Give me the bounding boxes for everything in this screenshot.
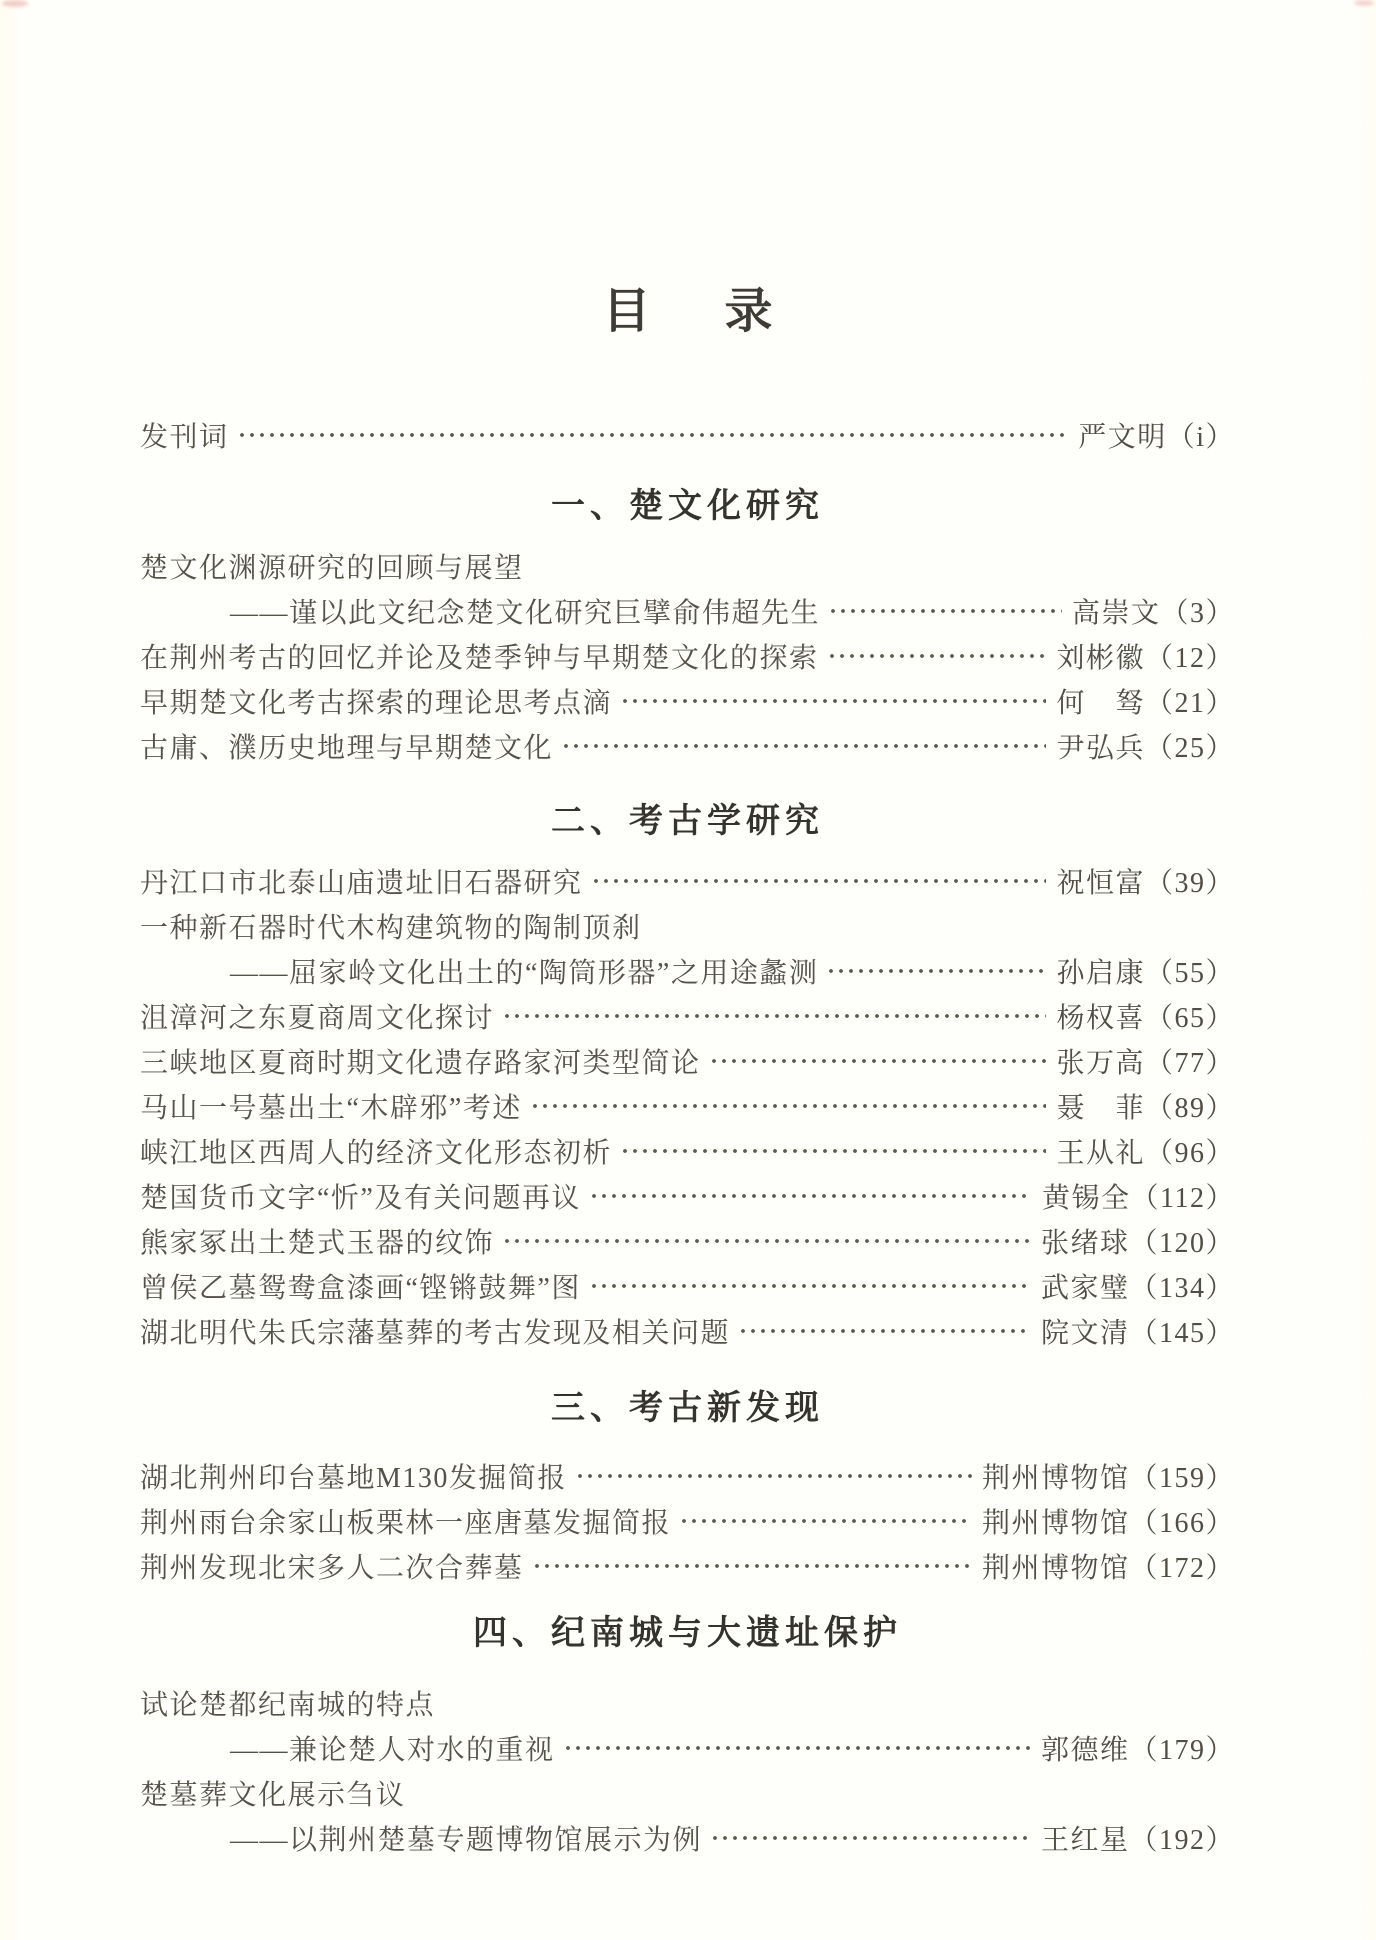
- entry-page-number: （192）: [1129, 1824, 1235, 1856]
- dot-leader: [679, 1498, 972, 1543]
- entry-author: 武家璧: [1040, 1272, 1130, 1304]
- entry-page-number: （96）: [1144, 1137, 1235, 1169]
- entry-title: 丹江口市北泰山庙遗址旧石器研究: [140, 867, 583, 899]
- dot-leader: [561, 723, 1046, 768]
- entry-author: 王从礼: [1056, 1137, 1145, 1169]
- entry-title: 荆州雨台余家山板栗林一座唐墓发掘简报: [140, 1507, 672, 1539]
- toc-entry-line: [140, 1308, 1235, 1353]
- toc-entry-title-line: [140, 1680, 1235, 1725]
- entry-title: 湖北荆州印台墓地M130发掘简报: [140, 1462, 567, 1494]
- entry-page-number: （112）: [1130, 1182, 1235, 1214]
- entry-author: 严文明: [1078, 421, 1167, 453]
- toc-entry-line: [140, 993, 1235, 1038]
- entry-author: 孙启康: [1056, 957, 1145, 989]
- entry-page-number: （134）: [1129, 1272, 1235, 1304]
- entry-subtitle: ——谨以此文纪念楚文化研究巨擘俞伟超先生: [230, 597, 821, 629]
- dot-leader: [563, 1725, 1031, 1770]
- entry-title: 三峡地区夏商时期文化遗存路家河类型简论: [140, 1047, 701, 1079]
- entry-page-number: （166）: [1129, 1507, 1235, 1539]
- entry-subtitle: ——屈家岭文化出土的“陶筒形器”之用途蠡测: [230, 957, 819, 989]
- toc-section: [140, 1385, 1235, 1588]
- entry-author: 刘彬徽: [1056, 642, 1145, 674]
- dot-leader: [710, 1815, 1031, 1860]
- dot-leader: [237, 412, 1069, 457]
- entry-author: 张万高: [1056, 1047, 1145, 1079]
- toc-entry-line: [140, 723, 1235, 768]
- entry-author: 杨权喜: [1056, 1002, 1145, 1034]
- toc-entry-line: [140, 1083, 1235, 1128]
- entry-page-number: （120）: [1129, 1227, 1235, 1259]
- entry-title: 发刊词: [140, 421, 229, 453]
- toc-entry-subtitle-line: [140, 588, 1235, 633]
- entry-author: 高崇文: [1071, 597, 1161, 629]
- entry-subtitle: ——兼论楚人对水的重视: [230, 1734, 555, 1766]
- entry-title: 荆州发现北宋多人二次合葬墓: [140, 1552, 524, 1584]
- entry-title: 早期楚文化考古探索的理论思考点滴: [140, 687, 613, 719]
- toc-entry-line: [140, 1128, 1235, 1173]
- section-heading: 四、纪南城与大遗址保护: [473, 1614, 902, 1652]
- entry-page-number: （i）: [1166, 421, 1235, 453]
- entry-subtitle: ——以荆州楚墓专题博物馆展示为例: [230, 1824, 703, 1856]
- dot-leader: [709, 1038, 1047, 1083]
- toc-entry-subtitle-line: [140, 948, 1235, 993]
- dot-leader: [532, 1543, 972, 1588]
- dot-leader: [591, 858, 1047, 903]
- section-heading: 三、考古新发现: [551, 1389, 824, 1427]
- toc-entry-subtitle-line: [140, 1815, 1235, 1860]
- toc-entry-line: [140, 1038, 1235, 1083]
- entry-author: 黄锡全: [1042, 1182, 1131, 1214]
- toc-entry-line: [140, 412, 1235, 457]
- entry-page-number: （77）: [1144, 1047, 1235, 1079]
- entry-author: 荆州博物馆: [981, 1552, 1130, 1584]
- entry-page-number: （12）: [1144, 642, 1235, 674]
- entry-page-number: （39）: [1144, 867, 1235, 899]
- entry-title: 一种新石器时代木构建筑物的陶制顶刹: [140, 912, 642, 944]
- entry-page-number: （89）: [1144, 1092, 1235, 1124]
- toc-entry-line: [140, 1263, 1235, 1308]
- page-title-char-1: 目: [602, 285, 651, 338]
- toc-entry-line: [140, 633, 1235, 678]
- dot-leader: [738, 1308, 1031, 1353]
- toc-entry-title-line: [140, 903, 1235, 948]
- entry-title: 楚国货币文字“忻”及有关问题再议: [140, 1182, 581, 1214]
- dot-leader: [502, 993, 1046, 1038]
- toc-section: [140, 798, 1235, 1353]
- dot-leader: [589, 1173, 1032, 1218]
- entry-page-number: （25）: [1144, 732, 1235, 764]
- toc-entry-line: [140, 858, 1235, 903]
- entry-author: 张绪球: [1040, 1227, 1130, 1259]
- entry-page-number: （159）: [1129, 1462, 1235, 1494]
- dot-leader: [530, 1083, 1047, 1128]
- toc-entry-title-line: [140, 543, 1235, 588]
- dot-leader: [502, 1218, 1031, 1263]
- section-entries: [140, 1453, 1235, 1588]
- entry-title: 沮漳河之东夏商周文化探讨: [140, 1002, 495, 1034]
- entry-title: 古庸、濮历史地理与早期楚文化: [140, 732, 554, 764]
- entry-page-number: （145）: [1129, 1317, 1235, 1349]
- entry-title: 熊家冢出土楚式玉器的纹饰: [140, 1227, 495, 1259]
- dot-leader: [620, 678, 1046, 723]
- dot-leader: [589, 1263, 1031, 1308]
- entry-title: 湖北明代朱氏宗藩墓葬的考古发现及相关问题: [140, 1317, 731, 1349]
- section-entries: [140, 543, 1235, 768]
- front-matter-list: [140, 412, 1235, 457]
- entry-title: 楚墓葬文化展示刍议: [140, 1779, 406, 1811]
- section-entries: [140, 1680, 1235, 1860]
- entry-author: 何 驽: [1056, 687, 1145, 719]
- page-title-char-2: 录: [724, 285, 773, 338]
- entry-author: 尹弘兵: [1056, 732, 1145, 764]
- entry-author: 院文清: [1040, 1317, 1130, 1349]
- dot-leader: [826, 948, 1046, 993]
- dot-leader: [575, 1453, 972, 1498]
- toc-section: [140, 1610, 1235, 1860]
- toc-entry-line: [140, 1498, 1235, 1543]
- dot-leader: [620, 1128, 1046, 1173]
- entry-author: 荆州博物馆: [981, 1462, 1130, 1494]
- entry-title: 马山一号墓出土“木辟邪”考述: [140, 1092, 522, 1124]
- entry-page-number: （172）: [1129, 1552, 1235, 1584]
- entry-page-number: （65）: [1144, 1002, 1235, 1034]
- section-heading: 二、考古学研究: [551, 802, 824, 840]
- toc-entry-line: [140, 678, 1235, 723]
- toc-entry-line: [140, 1453, 1235, 1498]
- entry-author: 王红星: [1040, 1824, 1130, 1856]
- entry-title: 曾侯乙墓鸳鸯盒漆画“铿锵鼓舞”图: [140, 1272, 581, 1304]
- toc-entry-line: [140, 1218, 1235, 1263]
- toc-entry-subtitle-line: [140, 1725, 1235, 1770]
- section-heading: 一、楚文化研究: [551, 487, 824, 525]
- toc-sections: [140, 483, 1235, 1860]
- toc-entry-line: [140, 1173, 1235, 1218]
- toc-entry-line: [140, 1543, 1235, 1588]
- entry-author: 荆州博物馆: [981, 1507, 1130, 1539]
- entry-page-number: （3）: [1160, 597, 1235, 629]
- entry-author: 郭德维: [1040, 1734, 1130, 1766]
- entry-title: 峡江地区西周人的经济文化形态初析: [140, 1137, 613, 1169]
- page-title: [140, 0, 1235, 338]
- dot-leader: [827, 633, 1047, 678]
- entry-author: 聂 菲: [1056, 1092, 1145, 1124]
- toc-entry-title-line: [140, 1770, 1235, 1815]
- entry-page-number: （21）: [1144, 687, 1235, 719]
- entry-page-number: （179）: [1129, 1734, 1235, 1766]
- entry-author: 祝恒富: [1056, 867, 1145, 899]
- entry-title: 在荆州考古的回忆并论及楚季钟与早期楚文化的探索: [140, 642, 819, 674]
- dot-leader: [828, 588, 1062, 633]
- toc-section: [140, 483, 1235, 768]
- entry-title: 试论楚都纪南城的特点: [140, 1689, 436, 1721]
- section-entries: [140, 858, 1235, 1353]
- entry-title: 楚文化渊源研究的回顾与展望: [140, 552, 524, 584]
- entry-page-number: （55）: [1144, 957, 1235, 989]
